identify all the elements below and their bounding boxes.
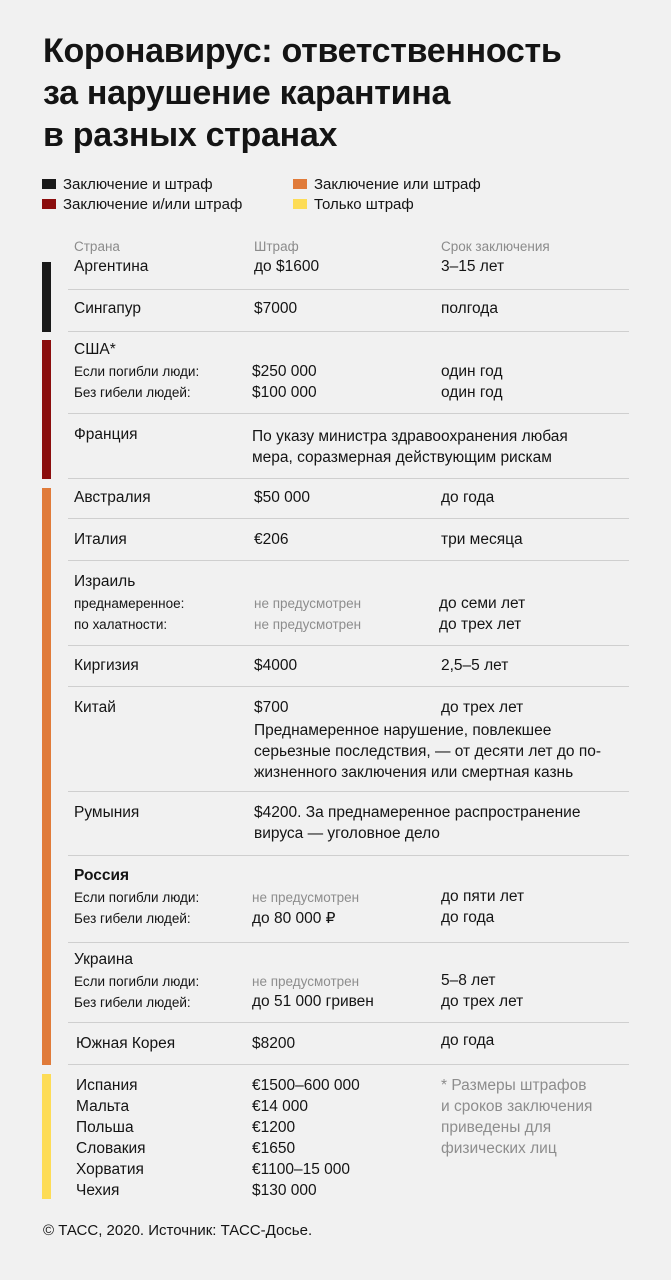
term-value: до трех лет <box>441 699 524 716</box>
country-name: Израиль <box>74 573 136 590</box>
country-name: Сингапур <box>74 300 141 317</box>
country-name: Украина <box>74 951 134 968</box>
fine-value: €14 000 <box>252 1098 309 1115</box>
legend <box>42 174 242 214</box>
legend-swatch-orange <box>293 179 307 189</box>
condition-label: преднамеренное: <box>74 596 185 611</box>
fine-value: $7000 <box>254 300 298 317</box>
country-name: Китай <box>74 699 116 716</box>
condition-label: по халатности: <box>74 617 168 632</box>
row-divider <box>68 518 629 519</box>
country-name: Россия <box>74 867 130 884</box>
legend-swatch-yellow <box>293 199 307 209</box>
column-header-country: Страна <box>74 239 120 254</box>
term-value: до семи лет <box>439 595 526 612</box>
legend-item-prison-or-fine <box>293 174 481 194</box>
fine-value-continued: вируса — уголовное дело <box>254 825 440 842</box>
condition-label: Без гибели людей: <box>74 911 191 926</box>
country-name: Аргентина <box>74 258 149 275</box>
term-value: 5–8 лет <box>441 972 496 989</box>
note-line: серьезные последствия, — от десяти лет до по- <box>254 743 602 760</box>
title-line-1: Коронавирус: ответственность <box>43 32 562 70</box>
country-name: Франция <box>74 426 138 443</box>
term-value: до трех лет <box>439 616 522 633</box>
legend-label: Заключение и штраф <box>63 175 213 193</box>
condition-label: Если погибли люди: <box>74 364 200 379</box>
category-bar-darkred <box>42 340 51 479</box>
row-divider <box>68 478 629 479</box>
fine-value: $4000 <box>254 657 298 674</box>
source-credit: © ТАСС, 2020. Источник: ТАСС-Досье. <box>43 1222 313 1239</box>
page-title <box>43 30 643 156</box>
legend-label: Заключение и/или штраф <box>63 195 243 213</box>
column-header-fine: Штраф <box>254 239 299 254</box>
fine-value: до $1600 <box>254 258 320 275</box>
condition-label: Без гибели людей: <box>74 385 191 400</box>
row-divider <box>68 791 629 792</box>
footnote-line: и сроков заключения <box>441 1098 593 1115</box>
category-bar-yellow <box>42 1074 51 1199</box>
legend-item-prison-and-fine <box>42 174 242 194</box>
legend-swatch-darkred <box>42 199 56 209</box>
legend-item-fine-only <box>293 194 481 214</box>
fine-value: $700 <box>254 699 289 716</box>
condition-label: Без гибели людей: <box>74 995 191 1010</box>
title-line-2: за нарушение карантина <box>43 74 451 112</box>
title-line-3: в разных странах <box>43 116 338 154</box>
term-value: до года <box>441 1032 495 1049</box>
term-value: 2,5–5 лет <box>441 657 509 674</box>
term-value: полгода <box>441 300 498 317</box>
fine-value: не предусмотрен <box>252 974 360 989</box>
fine-value: €1100–15 000 <box>252 1161 350 1178</box>
fine-value: до 51 000 гривен <box>252 993 374 1010</box>
country-name: Австралия <box>74 489 151 506</box>
country-name: Испания <box>76 1077 138 1094</box>
legend-label: Заключение или штраф <box>314 175 481 193</box>
row-divider <box>68 289 629 290</box>
condition-label: Если погибли люди: <box>74 974 200 989</box>
term-value: один год <box>441 384 503 401</box>
fine-value: до 80 000 ₽ <box>252 910 336 927</box>
legend-col-2 <box>293 174 481 214</box>
row-divider <box>68 331 629 332</box>
row-divider <box>68 1064 629 1065</box>
country-name: Мальта <box>76 1098 130 1115</box>
fine-value: €1650 <box>252 1140 296 1157</box>
fine-value: $50 000 <box>254 489 311 506</box>
country-name: Польша <box>76 1119 134 1136</box>
fine-value: €206 <box>254 531 289 548</box>
note-line: жизненного заключения или смертная казнь <box>254 764 574 781</box>
country-name: Италия <box>74 531 127 548</box>
country-name: Хорватия <box>76 1161 144 1178</box>
fine-value: $130 000 <box>252 1182 317 1199</box>
fine-value: $4200. За преднамеренное распространение <box>254 804 581 821</box>
country-name: Румыния <box>74 804 140 821</box>
column-header-term: Срок заключения <box>441 239 550 254</box>
fine-value: €1500–600 000 <box>252 1077 360 1094</box>
term-value: три месяца <box>441 531 523 548</box>
footnote-line: * Размеры штрафов <box>441 1077 587 1094</box>
legend-label: Только штраф <box>314 195 414 213</box>
country-name: Киргизия <box>74 657 139 674</box>
country-name: Словакия <box>76 1140 146 1157</box>
legend-item-prison-and-or-fine <box>42 194 242 214</box>
term-value: до года <box>441 909 495 926</box>
fine-value: не предусмотрен <box>254 596 362 611</box>
fine-value: $8200 <box>252 1035 296 1052</box>
category-bar-black <box>42 262 51 332</box>
footnote-line: физических лиц <box>441 1140 557 1157</box>
row-divider <box>68 560 629 561</box>
fine-value: $100 000 <box>252 384 317 401</box>
term-value: до года <box>441 489 495 506</box>
footnote-line: приведены для <box>441 1119 552 1136</box>
fine-value: €1200 <box>252 1119 296 1136</box>
condition-label: Если погибли люди: <box>74 890 200 905</box>
term-value: до трех лет <box>441 993 524 1010</box>
term-value: 3–15 лет <box>441 258 505 275</box>
note-line: Преднамеренное нарушение, повлекшее <box>254 722 552 739</box>
row-divider <box>68 1022 629 1023</box>
country-name: Чехия <box>76 1182 120 1199</box>
country-name: Южная Корея <box>76 1035 176 1052</box>
country-name: США* <box>74 341 116 358</box>
fine-value: не предусмотрен <box>254 617 362 632</box>
row-divider <box>68 942 629 943</box>
row-divider <box>68 686 629 687</box>
fine-value: $250 000 <box>252 363 317 380</box>
term-value: до пяти лет <box>441 888 525 905</box>
row-divider <box>68 855 629 856</box>
term-value: один год <box>441 363 503 380</box>
legend-swatch-black <box>42 179 56 189</box>
row-divider <box>68 645 629 646</box>
fine-value: не предусмотрен <box>252 890 360 905</box>
category-bar-orange <box>42 488 51 1065</box>
row-divider <box>68 413 629 414</box>
fine-description: По указу министра здравоохранения любая мера, соразмерная действующим рискам <box>252 428 568 466</box>
